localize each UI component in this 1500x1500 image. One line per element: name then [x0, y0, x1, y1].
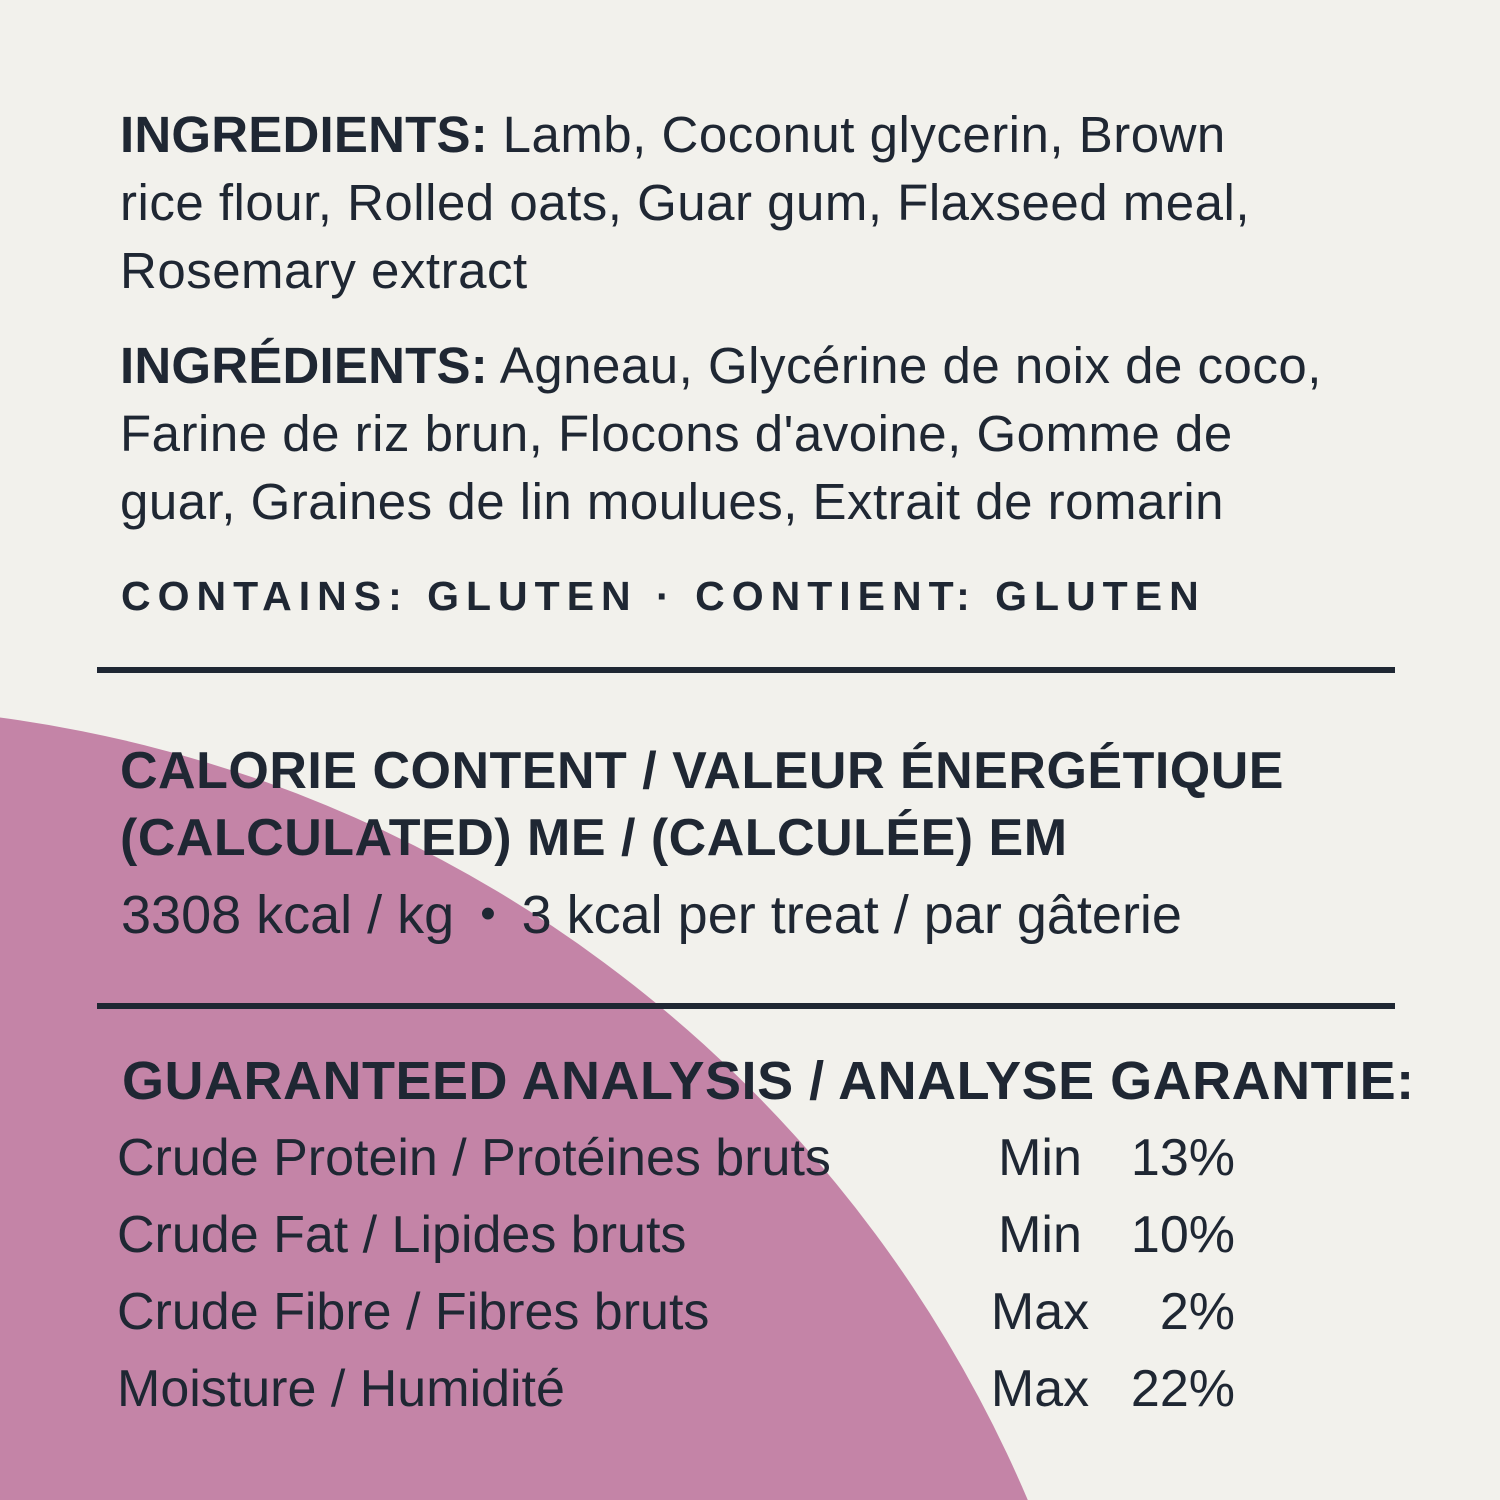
ingredients-en-line-1-text: Lamb, Coconut glycerin, Brown	[502, 106, 1226, 163]
ingredients-en-line-3: Rosemary extract	[120, 242, 528, 299]
analysis-row-label: Crude Fat / Lipides bruts	[117, 1206, 687, 1264]
calorie-kcal-per-kg: 3308 kcal / kg	[121, 885, 455, 945]
table-row	[0, 1197, 1500, 1274]
ingredients-fr-line-3: guar, Graines de lin moulues, Extrait de romarin	[120, 473, 1225, 530]
divider-rule-bottom	[97, 1003, 1395, 1009]
ingredients-fr-line-2: Farine de riz brun, Flocons d'avoine, Gomme de	[120, 405, 1233, 462]
ingredients-fr-heading: INGRÉDIENTS:	[120, 337, 488, 394]
calorie-heading-line-2: (CALCULATED) ME / (CALCULÉE) EM	[120, 809, 1068, 867]
calorie-content-heading	[120, 738, 1284, 872]
calorie-values-line	[121, 885, 1182, 949]
contains-statement: CONTAINS: GLUTEN · CONTIENT: GLUTEN	[121, 573, 1206, 619]
guaranteed-analysis-heading: GUARANTEED ANALYSIS / ANALYSE GARANTIE:	[122, 1051, 1415, 1111]
analysis-row-value: 13%	[1130, 1129, 1235, 1187]
ingredients-fr-line-1	[120, 332, 1410, 400]
bullet-separator-icon: •	[480, 889, 496, 938]
ingredients-fr	[120, 332, 1410, 536]
calorie-kcal-per-treat: 3 kcal per treat / par gâterie	[521, 885, 1182, 945]
analysis-row-label: Moisture / Humidité	[117, 1360, 565, 1418]
analysis-row-label: Crude Fibre / Fibres bruts	[117, 1283, 710, 1341]
ingredients-en-line-1	[120, 101, 1410, 169]
analysis-row-value: 2%	[1159, 1283, 1235, 1341]
analysis-row-value: 22%	[1130, 1360, 1235, 1418]
guaranteed-analysis-table	[0, 1120, 1500, 1428]
calorie-heading-line-1: CALORIE CONTENT / VALEUR ÉNERGÉTIQUE	[120, 742, 1284, 800]
ingredients-en-line-2: rice flour, Rolled oats, Guar gum, Flaxseed meal,	[120, 174, 1250, 231]
ingredients-fr-line-1-text: Agneau, Glycérine de noix de coco,	[499, 337, 1322, 394]
analysis-row-qualifier: Max	[990, 1283, 1090, 1341]
ingredients-en	[120, 101, 1410, 305]
divider-rule-top	[97, 667, 1395, 673]
ingredients-en-heading: INGREDIENTS:	[120, 106, 488, 163]
table-row	[0, 1351, 1500, 1428]
analysis-row-qualifier: Min	[998, 1206, 1082, 1264]
table-row	[0, 1274, 1500, 1351]
analysis-row-qualifier: Max	[990, 1360, 1090, 1418]
analysis-row-label: Crude Protein / Protéines bruts	[117, 1129, 831, 1187]
analysis-row-value: 10%	[1130, 1206, 1235, 1264]
analysis-row-qualifier: Min	[998, 1129, 1082, 1187]
table-row	[0, 1120, 1500, 1197]
